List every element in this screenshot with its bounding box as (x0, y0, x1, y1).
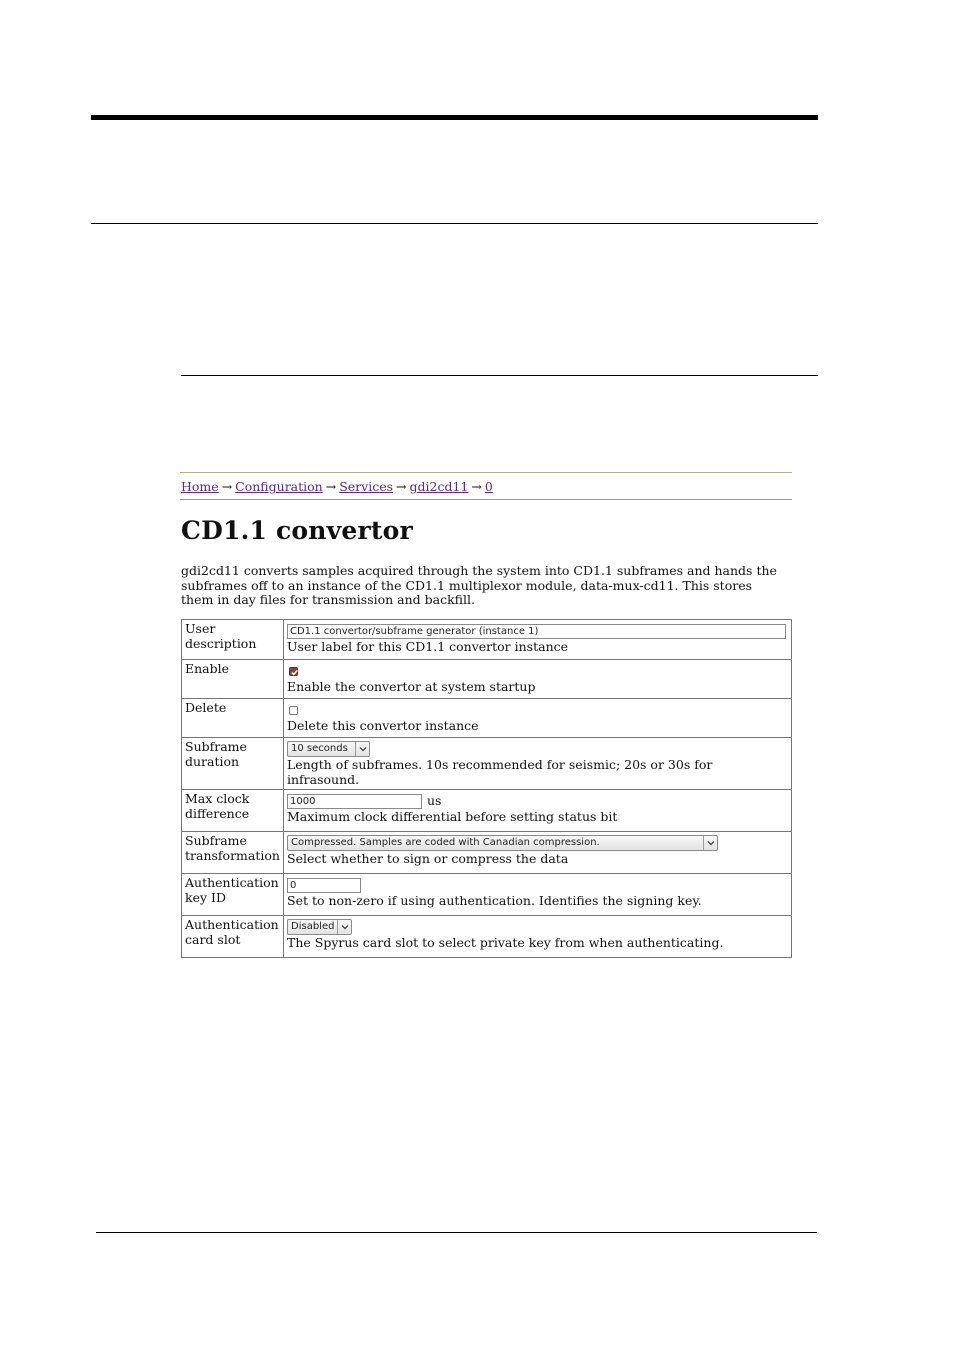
user-description-cell (284, 620, 792, 660)
chevron-down-icon (337, 920, 351, 934)
table-row (182, 790, 792, 832)
table-row (182, 738, 792, 790)
chevron-down-icon (703, 836, 717, 850)
table-row (182, 832, 792, 874)
max-clock-difference-help: Maximum clock differential before setting status bit (287, 809, 618, 824)
breadcrumb-separator: → (471, 479, 482, 494)
breadcrumb (180, 472, 792, 500)
subframe-transformation-cell (284, 832, 792, 874)
enable-checkbox[interactable] (289, 667, 298, 676)
breadcrumb-services-link[interactable]: Services (339, 479, 394, 494)
subframe-transformation-help: Select whether to sign or compress the data (287, 851, 569, 866)
table-row (182, 916, 792, 958)
page-section-rule (91, 223, 818, 224)
table-row (182, 660, 792, 699)
delete-checkbox[interactable] (289, 706, 298, 715)
page-top-rule (91, 115, 818, 120)
settings-table (181, 619, 792, 958)
user-description-label: User description (182, 620, 284, 660)
user-description-help: User label for this CD1.1 convertor instance (287, 639, 569, 654)
delete-label: Delete (182, 699, 284, 738)
subframe-transformation-label: Subframe transformation (182, 832, 284, 874)
max-clock-difference-label: Max clock difference (182, 790, 284, 832)
chevron-down-icon (355, 742, 369, 756)
page-intro: gdi2cd11 converts samples acquired through the system into CD1.1 subframes and hands the subframes off to an instance of the CD1.1 multiplexor module, data-mux-cd11. This stores them in day files for transmission and backfill. (181, 563, 777, 608)
breadcrumb-separator: → (325, 479, 337, 494)
subframe-transformation-value: Compressed. Samples are coded with Canadian compression. (291, 836, 600, 848)
subframe-duration-value: 10 seconds (291, 742, 348, 754)
table-row (182, 620, 792, 660)
breadcrumb-separator: → (396, 479, 407, 494)
enable-cell (284, 660, 792, 699)
max-clock-difference-input[interactable]: 1000 (287, 794, 422, 809)
auth-card-slot-label: Authentication card slot (182, 916, 284, 958)
delete-cell (284, 699, 792, 738)
breadcrumb-instance-link[interactable]: 0 (484, 479, 493, 494)
auth-card-slot-value: Disabled (291, 920, 335, 932)
breadcrumb-configuration-link[interactable]: Configuration (235, 479, 323, 494)
table-row (182, 699, 792, 738)
user-description-input[interactable]: CD1.1 convertor/subframe generator (instance 1) (287, 624, 786, 639)
page-footer-rule (96, 1232, 817, 1233)
subframe-duration-help: Length of subframes. 10s recommended for seismic; 20s or 30s for infrasound. (287, 757, 713, 787)
breadcrumb-home-link[interactable]: Home (181, 479, 219, 494)
subframe-transformation-select[interactable] (287, 835, 718, 851)
subframe-duration-cell (284, 738, 792, 790)
breadcrumb-gdi2cd11-link[interactable]: gdi2cd11 (409, 479, 469, 494)
subframe-duration-select[interactable] (287, 741, 370, 757)
breadcrumb-separator: → (221, 479, 233, 494)
max-clock-difference-unit: us (427, 792, 442, 808)
table-row (182, 874, 792, 916)
auth-key-id-cell (284, 874, 792, 916)
enable-help: Enable the convertor at system startup (287, 679, 536, 694)
auth-key-id-label: Authentication key ID (182, 874, 284, 916)
page-subsection-rule (181, 375, 818, 376)
subframe-duration-label: Subframe duration (182, 738, 284, 790)
page-title: CD1.1 convertor (181, 516, 413, 545)
max-clock-difference-cell (284, 790, 792, 832)
delete-help: Delete this convertor instance (287, 718, 479, 733)
auth-card-slot-help: The Spyrus card slot to select private key from when authenticating. (287, 935, 724, 950)
auth-card-slot-cell (284, 916, 792, 958)
auth-card-slot-select[interactable] (287, 919, 352, 935)
auth-key-id-help: Set to non-zero if using authentication. Identifies the signing key. (287, 893, 702, 908)
checkmark-icon (290, 668, 299, 677)
auth-key-id-input[interactable]: 0 (287, 878, 361, 893)
screenshot-panel (180, 472, 792, 952)
enable-label: Enable (182, 660, 284, 699)
